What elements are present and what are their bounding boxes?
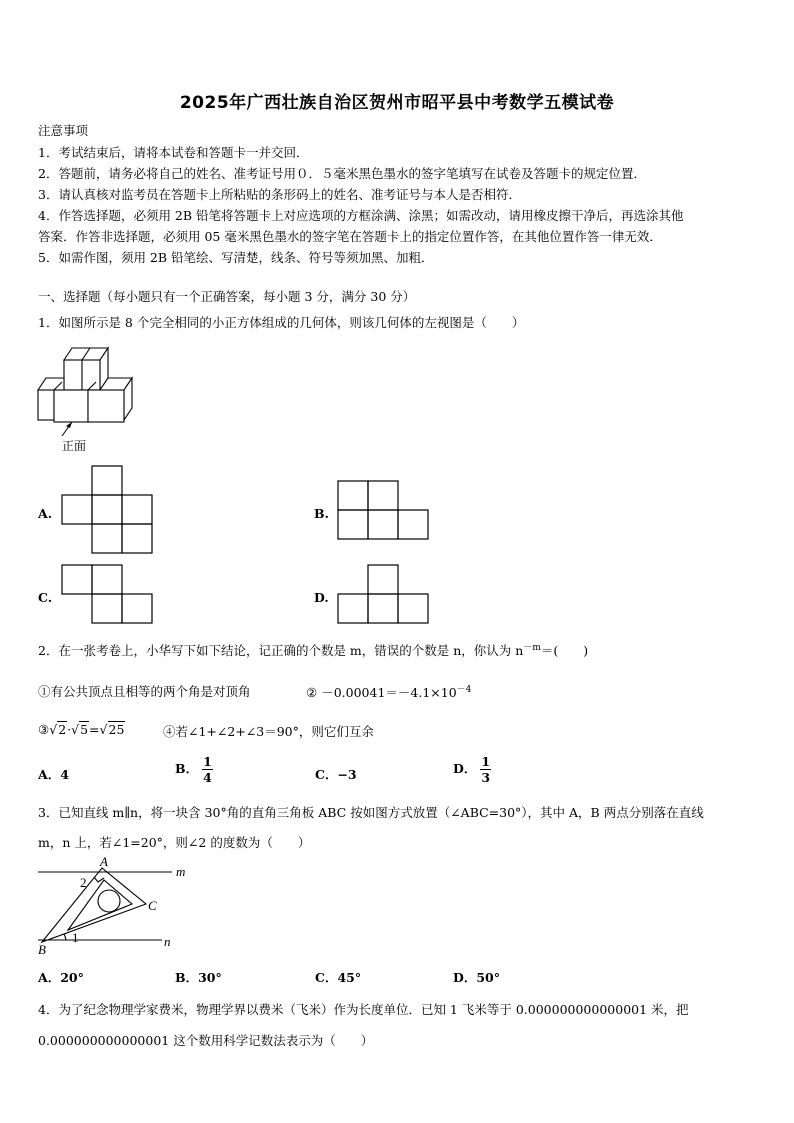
label-b: B [38,942,46,957]
question-3-line2: m，n 上，若∠1=20°，则∠2 的度数为（ ） [38,835,311,850]
option-c-figure [60,563,154,627]
radicand: 25 [108,722,125,737]
radicand: 2 [58,722,67,737]
statement-2-expr: －0.00041＝－4.1×10 [321,685,457,701]
note-item: 答案．作答非选择题，必须用 05 毫米黑色墨水的签字笔在答题卡上的指定位置作答，在其他位置作答一律无效． [38,229,662,244]
q2-option-a: A．4 [38,767,69,782]
numerator: 1 [203,754,212,769]
statement-1: ①有公共顶点且相等的两个角是对顶角 [38,684,251,699]
question-2-stem-end: ＝( ) [540,643,589,659]
notes-heading: 注意事项 [38,123,89,138]
question-1-text: 1．如图所示是 8 个完全相同的小正方体组成的几何体，则该几何体的左视图是（ ） [38,315,525,330]
denominator: 3 [481,770,491,785]
option-c-label: C. [38,590,53,605]
option-d-label: D. [314,590,329,605]
label-n: n [164,934,171,949]
note-item: 2．答题前，请务必将自己的姓名、准考证号用０．５毫米黑色墨水的签字笔填写在试卷及答题卡的规定位置． [38,166,646,181]
label-angle-2: 2 [80,875,87,890]
statement-2-label: ② [306,685,318,701]
option-a-label: A. [38,506,53,521]
fraction-one-third [480,754,491,785]
page-title: 2025年广西壮族自治区贺州市昭平县中考数学五模试卷 [179,93,615,113]
figure-label-front: 正面 [62,439,87,453]
statement-4: ④若∠1+∠2+∠3＝90°，则它们互余 [163,724,374,739]
option-b-label: B. [314,506,329,521]
triangle-parallel-lines-figure [34,854,194,960]
note-item: 3．请认真核对监考员在答题卡上所粘贴的条形码上的姓名、准考证号与本人是否相符． [38,187,521,202]
note-item: 5．如需作图，须用 2B 铅笔绘、写清楚，线条、符号等须加黑、加粗． [38,250,434,265]
question-2-exponent: －m [523,643,541,653]
q2-option-c: C．−3 [315,767,357,782]
statement-3-label: ③ [38,722,50,737]
sqrt-25: √25 [99,722,125,737]
option-d-figure [336,563,430,627]
numerator: 1 [481,754,491,769]
q2-option-d [453,754,491,785]
q2-option-b [175,754,213,785]
label-angle-1: 1 [72,930,79,945]
statement-2 [306,682,471,701]
q3-option-c: C．45° [315,970,362,985]
label-a: A [100,854,108,869]
option-b-figure [336,479,430,543]
statement-2-exponent: －4 [456,685,472,695]
question-4-line1: 4．为了纪念物理学家费米，物理学界以费米（飞米）作为长度单位．已知 1 飞米等于 0.000000000000001 米，把 [38,1002,689,1017]
note-item: 4．作答选择题，必须用 2B 铅笔将答题卡上对应选项的方框涂满、涂黑；如需改动，请用橡皮擦干净后，再选涂其他 [38,208,684,223]
q3-option-b: B．30° [175,970,222,985]
question-4-line2: 0.000000000000001 这个数用科学记数法表示为（ ） [38,1033,374,1048]
question-2-text [38,640,588,659]
q3-option-d: D．50° [453,970,500,985]
label-c: C [148,898,157,913]
option-a-figure [60,464,154,556]
sqrt-2: √2 [49,722,67,737]
cube-stack-figure [36,338,136,456]
note-item: 1．考试结束后，请将本试卷和答题卡一并交回． [38,145,309,160]
label-m: m [176,864,186,879]
q2-option-b-label: B． [175,761,199,776]
section-heading: 一、选择题（每小题只有一个正确答案，每小题 3 分，满分 30 分） [38,289,416,304]
sqrt-5: √5 [71,722,89,737]
question-2-stem: 2．在一张考卷上，小华写下如下结论，记正确的个数是 m，错误的个数是 n，你认为 n [38,643,524,659]
denominator: 4 [203,770,212,785]
fraction-one-quarter [202,754,213,785]
q3-option-a: A．20° [38,970,84,985]
statement-3: ③√2·√5=√25 [38,722,125,737]
question-3-line1: 3．已知直线 m∥n，将一块含 30°角的直角三角板 ABC 按如图方式放置（∠ABC=30°），其中 A，B 两点分别落在直线 [38,805,704,820]
q2-option-d-label: D． [453,761,477,776]
radicand: 5 [80,722,89,737]
